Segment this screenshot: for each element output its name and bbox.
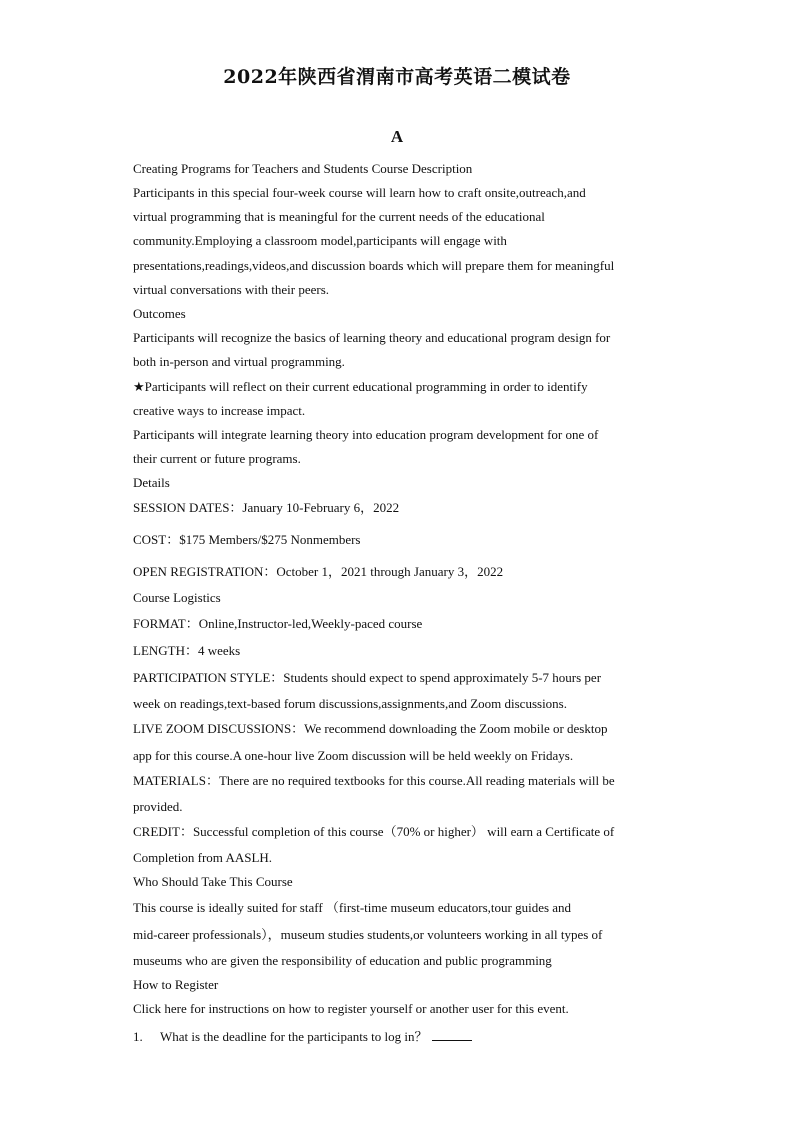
answer-blank[interactable] xyxy=(432,1028,472,1041)
open-registration: OPEN REGISTRATION：October 1，2021 through January 3，2022 xyxy=(133,564,504,579)
question-number: 1. xyxy=(133,1029,143,1044)
description-line: presentations,readings,videos,and discussion boards which will prepare them for meaningful xyxy=(133,258,615,273)
course-heading: Creating Programs for Teachers and Students Course Description xyxy=(133,161,473,176)
description-line: Participants in this special four-week course will learn how to craft onsite,outreach,and xyxy=(133,185,586,200)
outcome-line: Participants will integrate learning theory into education program development for one of xyxy=(133,427,599,442)
length: LENGTH：4 weeks xyxy=(133,643,241,658)
description-line: virtual conversations with their peers. xyxy=(133,282,330,297)
live-zoom: app for this course.A one-hour live Zoom discussion will be held weekly on Fridays. xyxy=(133,748,574,763)
audience-heading: Who Should Take This Course xyxy=(133,874,293,889)
outcome-line: creative ways to increase impact. xyxy=(133,403,306,418)
audience-line: museums who are given the responsibility of education and public programming xyxy=(133,953,552,968)
question-text: What is the deadline for the participants to log in？ xyxy=(160,1029,428,1044)
credit: CREDIT：Successful completion of this course（70% or higher） will earn a Certificate of xyxy=(133,824,615,839)
credit: Completion from AASLH. xyxy=(133,850,273,865)
session-dates: SESSION DATES：January 10-February 6，2022 xyxy=(133,500,400,515)
details-heading: Details xyxy=(133,475,170,490)
description-line: community.Employing a classroom model,participants will engage with xyxy=(133,233,507,248)
outcome-line: their current or future programs. xyxy=(133,451,301,466)
outcome-line: Participants will recognize the basics of learning theory and educational program design for xyxy=(133,330,611,345)
description-line: virtual programming that is meaningful for the current needs of the educational xyxy=(133,209,545,224)
audience-line: mid-career professionals），museum studies students,or volunteers working in all types of xyxy=(133,927,603,942)
live-zoom: LIVE ZOOM DISCUSSIONS：We recommend downloading the Zoom mobile or desktop xyxy=(133,721,608,736)
participation-style: week on readings,text-based forum discussions,assignments,and Zoom discussions. xyxy=(133,696,567,711)
materials: MATERIALS：There are no required textbooks for this course.All reading materials will be xyxy=(133,773,615,788)
participation-style: PARTICIPATION STYLE：Students should expect to spend approximately 5-7 hours per xyxy=(133,670,602,685)
section-label: A xyxy=(390,127,404,146)
cost: COST：$175 Members/$275 Nonmembers xyxy=(133,532,361,547)
outcomes-heading: Outcomes xyxy=(133,306,186,321)
outcome-line: ★Participants will reflect on their current educational programming in order to identify xyxy=(133,379,588,394)
outcome-line: both in-person and virtual programming. xyxy=(133,354,345,369)
materials: provided. xyxy=(133,799,183,814)
format: FORMAT：Online,Instructor-led,Weekly-paced course xyxy=(133,616,423,631)
document-title: 2022年陕西省渭南市高考英语二模试卷 xyxy=(223,66,571,88)
register-line: Click here for instructions on how to register yourself or another user for this event. xyxy=(133,1001,569,1016)
logistics-heading: Course Logistics xyxy=(133,590,221,605)
register-heading: How to Register xyxy=(133,977,219,992)
audience-line: This course is ideally suited for staff （first-time museum educators,tour guides and xyxy=(133,900,572,915)
question-1 xyxy=(133,1028,472,1045)
